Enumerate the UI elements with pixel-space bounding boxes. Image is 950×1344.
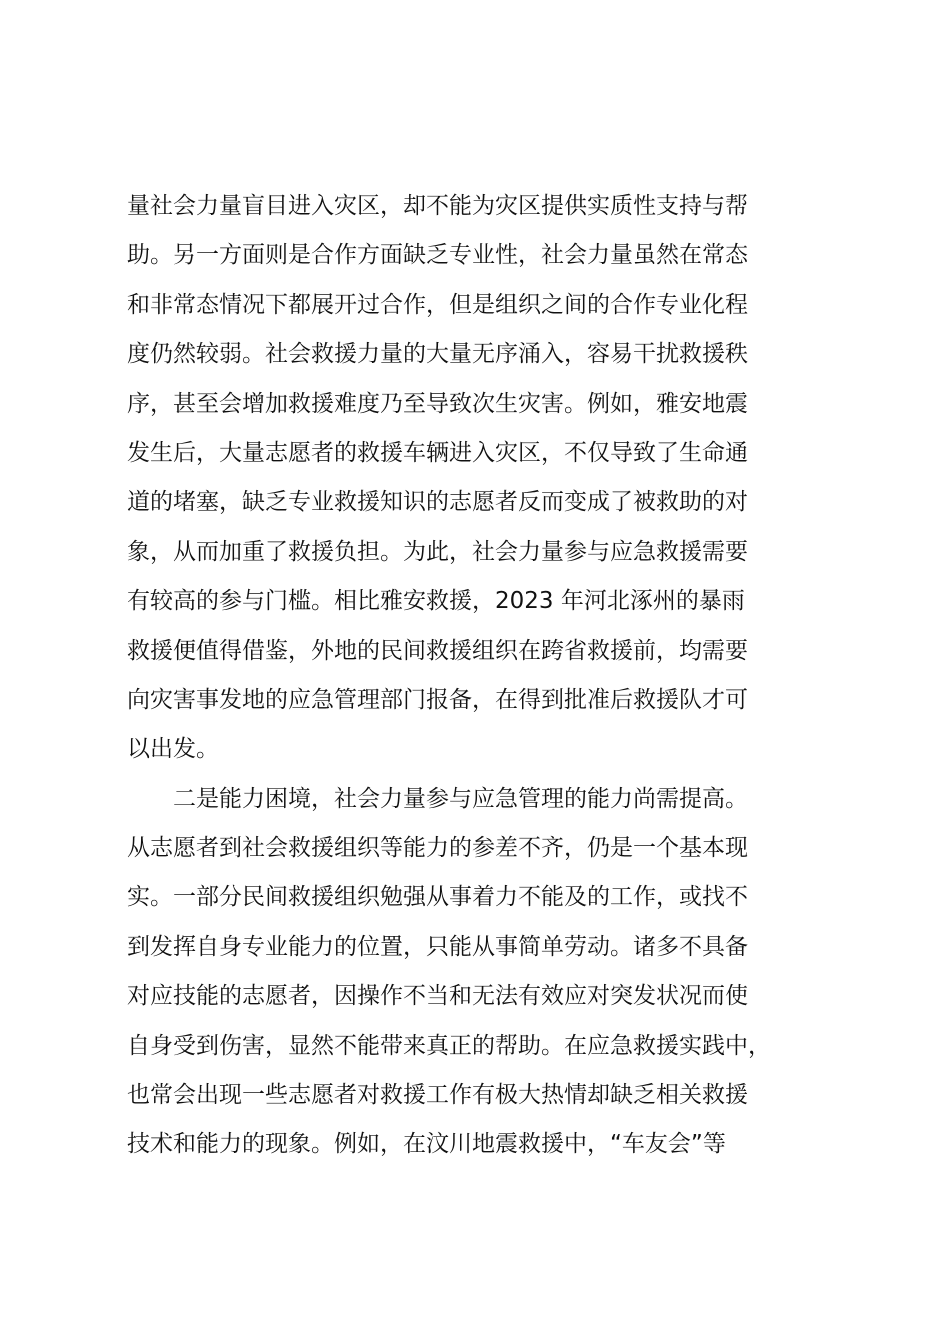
text-line: 也常会出现一些志愿者对救援工作有极大热情却缺乏相关救援: [127, 1082, 748, 1109]
text-line: 实。一部分民间救援组织勉强从事着力不能及的工作，或找不: [127, 884, 748, 911]
paragraph-1: [127, 182, 833, 775]
text-line: 救援便值得借鉴，外地的民间救援组织在跨省救援前，均需要: [127, 637, 748, 664]
text-line: 自身受到伤害，显然不能带来真正的帮助。在应急救援实践中，: [127, 1032, 771, 1059]
text-line: 技术和能力的现象。例如，在汶川地震救援中，“车友会”等: [127, 1131, 726, 1158]
text-line: 序，甚至会增加救援难度乃至导致次生灾害。例如，雅安地震: [127, 390, 748, 417]
text-line: 象，从而加重了救援负担。为此，社会力量参与应急救援需要: [127, 538, 748, 565]
document-body: [127, 182, 833, 1170]
text-line: 道的堵塞，缺乏专业救援知识的志愿者反而变成了被救助的对: [127, 489, 748, 516]
text-line: 量社会力量盲目进入灾区，却不能为灾区提供实质性支持与帮: [127, 193, 748, 219]
text-line: 度仍然较弱。社会救援力量的大量无序涌入，容易干扰救援秩: [127, 341, 748, 368]
text-line: 以出发。: [127, 736, 219, 763]
text-line-indented: 二是能力困境，社会力量参与应急管理的能力尚需提高。: [173, 785, 748, 812]
text-line: 从志愿者到社会救援组织等能力的参差不齐，仍是一个基本现: [127, 835, 748, 862]
text-line: 助。另一方面则是合作方面缺乏专业性，社会力量虽然在常态: [127, 242, 748, 269]
text-line: 和非常态情况下都展开过合作，但是组织之间的合作专业化程: [127, 291, 748, 318]
text-line: 对应技能的志愿者，因操作不当和无法有效应对突发状况而使: [127, 983, 748, 1010]
paragraph-2: [127, 775, 833, 1170]
text-line: 有较高的参与门槛。相比雅安救援，2023 年河北涿州的暴雨: [127, 588, 745, 615]
text-line: 发生后，大量志愿者的救援车辆进入灾区，不仅导致了生命通: [127, 439, 748, 466]
text-line: 向灾害事发地的应急管理部门报备，在得到批准后救援队才可: [127, 686, 748, 713]
text-line: 到发挥自身专业能力的位置，只能从事简单劳动。诸多不具备: [127, 933, 748, 960]
